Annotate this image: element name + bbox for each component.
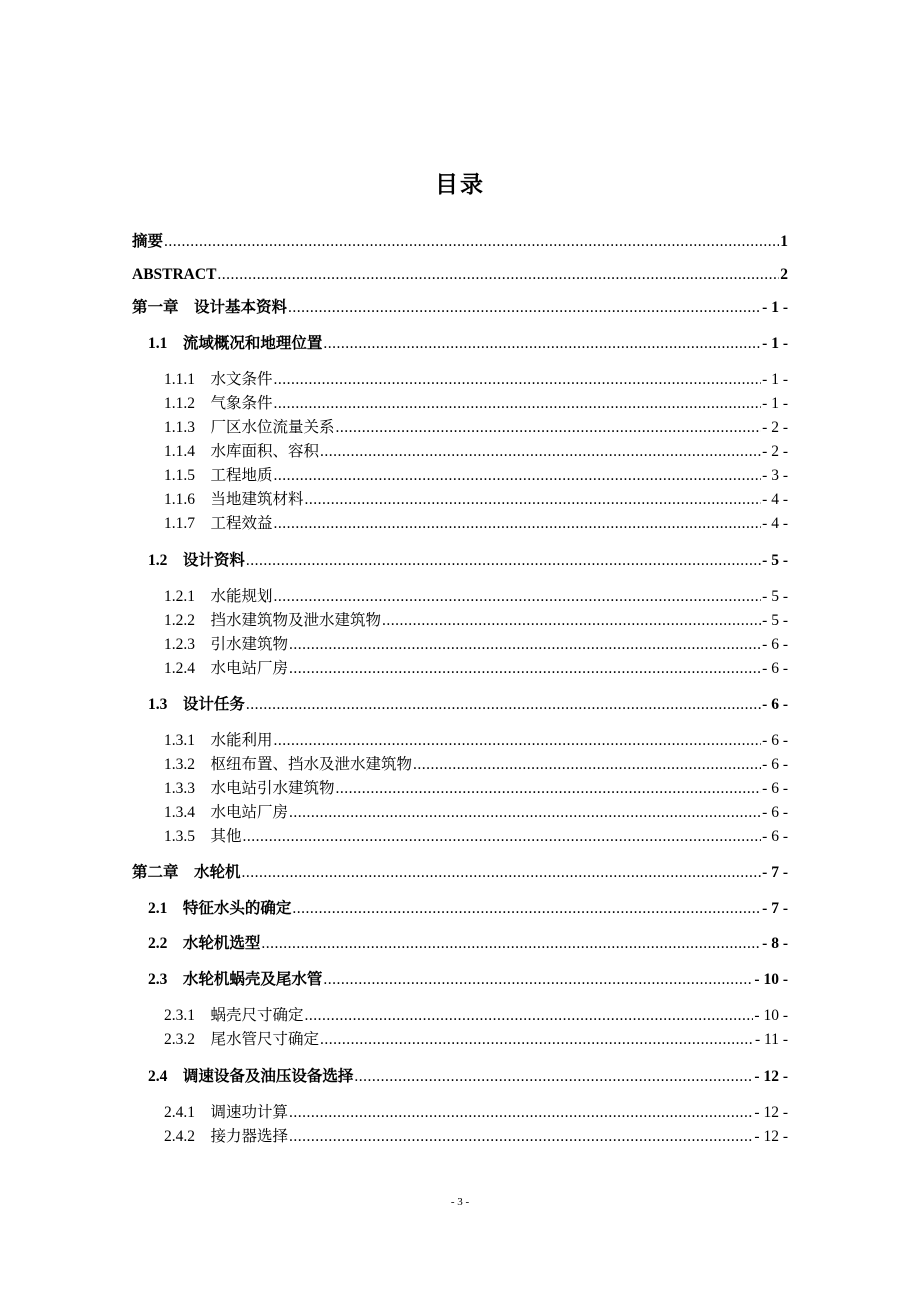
toc-entry-page: - 12 - (754, 1128, 788, 1145)
toc-entry-title: 2.1 特征水头的确定 (148, 900, 292, 917)
toc-entry-title: 1.2 设计资料 (148, 552, 245, 569)
page-number-footer: - 3 - (450, 1196, 470, 1208)
toc-entry[interactable] (164, 827, 788, 847)
toc-entry[interactable] (132, 863, 788, 883)
toc-entry-title: 1.1.7 工程效益 (164, 515, 273, 532)
toc-entry-title: 2.3.1 蜗壳尺寸确定 (164, 1007, 304, 1024)
toc-entry-page: - 6 - (762, 636, 788, 653)
toc-entry-page: - 7 - (762, 864, 788, 881)
toc-entry[interactable] (164, 731, 788, 751)
toc-entry[interactable] (164, 1127, 788, 1147)
toc-entry[interactable] (164, 490, 788, 510)
toc-entry-page: - 10 - (754, 1007, 788, 1024)
dot-leader (289, 803, 761, 823)
toc-entry[interactable] (132, 298, 788, 318)
toc-entry-title: 1.3.1 水能利用 (164, 732, 273, 749)
toc-entry-title: 1.2.4 水电站厂房 (164, 660, 289, 677)
toc-entry[interactable] (148, 1067, 788, 1087)
dot-leader (274, 394, 762, 414)
toc-entry-page: - 7 - (762, 900, 788, 917)
toc-entry[interactable] (132, 232, 788, 252)
dot-leader (242, 863, 762, 883)
toc-entry-page: - 1 - (762, 371, 788, 388)
toc-entry-page: - 6 - (762, 660, 788, 677)
toc-entry-title: 1.1.6 当地建筑材料 (164, 491, 304, 508)
toc-entry-page: - 11 - (755, 1031, 788, 1048)
toc-entry-title: 1.1 流域概况和地理位置 (148, 335, 323, 352)
dot-leader (288, 298, 761, 318)
toc-entry[interactable] (164, 466, 788, 486)
toc-entry[interactable] (164, 442, 788, 462)
toc-entry-title: 2.4.2 接力器选择 (164, 1128, 289, 1145)
dot-leader (243, 827, 762, 847)
toc-entry-title: 1.1.2 气象条件 (164, 395, 273, 412)
toc-entry-title: 2.4 调速设备及油压设备选择 (148, 1068, 354, 1085)
toc-entry-title: 第一章 设计基本资料 (132, 299, 288, 316)
toc-entry[interactable] (164, 1006, 788, 1026)
toc-entry-title: 1.3 设计任务 (148, 696, 245, 713)
dot-leader (292, 899, 761, 919)
dot-leader (336, 779, 762, 799)
toc-entry-page: - 2 - (762, 443, 788, 460)
toc-entry-title: 1.2.2 挡水建筑物及泄水建筑物 (164, 612, 382, 629)
toc-entry-page: - 1 - (762, 395, 788, 412)
toc-entry-page: - 5 - (762, 612, 788, 629)
toc-entry-page: - 6 - (762, 756, 788, 773)
toc-entry[interactable] (148, 934, 788, 954)
toc-entry-page: - 4 - (762, 515, 788, 532)
toc-entry-page: - 10 - (754, 971, 788, 988)
toc-entry-title: 2.3 水轮机蜗壳及尾水管 (148, 971, 323, 988)
toc-entry[interactable] (164, 418, 788, 438)
toc-entry-page: - 12 - (754, 1068, 788, 1085)
toc-entry[interactable] (164, 370, 788, 390)
dot-leader (289, 1127, 753, 1147)
toc-entry-title: 1.3.3 水电站引水建筑物 (164, 780, 335, 797)
toc-entry-page: - 5 - (762, 552, 788, 569)
dot-leader (289, 1103, 753, 1123)
toc-entry[interactable] (164, 1030, 788, 1050)
toc-entry-title: 摘要 (132, 233, 164, 250)
toc-entry[interactable] (164, 1103, 788, 1123)
dot-leader (261, 934, 761, 954)
toc-entry-title: 1.3.5 其他 (164, 828, 242, 845)
toc-entry[interactable] (132, 265, 788, 285)
toc-entry-title: 1.2.3 引水建筑物 (164, 636, 289, 653)
toc-entry-page: - 6 - (762, 804, 788, 821)
toc-entry-title: 1.3.4 水电站厂房 (164, 804, 289, 821)
toc-entry-page: - 2 - (762, 419, 788, 436)
toc-entry[interactable] (148, 695, 788, 715)
dot-leader (274, 370, 762, 390)
toc-entry-title: 2.3.2 尾水管尺寸确定 (164, 1031, 320, 1048)
toc-entry-title: 2.2 水轮机选型 (148, 935, 261, 952)
dot-leader (217, 265, 779, 285)
toc-entry[interactable] (164, 779, 788, 799)
dot-leader (320, 442, 761, 462)
toc-entry-title: 1.3.2 枢纽布置、挡水及泄水建筑物 (164, 756, 413, 773)
dot-leader (274, 731, 762, 751)
toc-entry[interactable] (148, 334, 788, 354)
dot-leader (323, 970, 753, 990)
dot-leader (354, 1067, 753, 1087)
dot-leader (289, 635, 761, 655)
toc-entry[interactable] (164, 755, 788, 775)
toc-entry-page: - 1 - (762, 299, 788, 316)
dot-leader (164, 232, 779, 252)
toc-entry-page: - 5 - (762, 588, 788, 605)
dot-leader (246, 551, 761, 571)
toc-entry-page: 2 (780, 266, 788, 283)
toc-entry[interactable] (164, 611, 788, 631)
dot-leader (323, 334, 761, 354)
toc-entry-page: - 6 - (762, 828, 788, 845)
toc-entry-title: 2.4.1 调速功计算 (164, 1104, 289, 1121)
toc-entry[interactable] (164, 587, 788, 607)
dot-leader (413, 755, 761, 775)
dot-leader (336, 418, 762, 438)
toc-entry[interactable] (164, 659, 788, 679)
toc-entry-page: - 3 - (762, 467, 788, 484)
dot-leader (305, 490, 762, 510)
toc-entry-page: - 12 - (754, 1104, 788, 1121)
dot-leader (382, 611, 761, 631)
toc-entry[interactable] (148, 970, 788, 990)
toc-entry-title: ABSTRACT (132, 266, 217, 283)
toc-entry-page: - 4 - (762, 491, 788, 508)
toc-entry[interactable] (148, 899, 788, 919)
toc-entry-page: - 1 - (762, 335, 788, 352)
dot-leader (289, 659, 761, 679)
toc-entry[interactable] (164, 394, 788, 414)
toc-title: 目录 (435, 172, 485, 198)
toc-entry[interactable] (164, 635, 788, 655)
dot-leader (274, 587, 762, 607)
toc-entry-title: 1.1.3 厂区水位流量关系 (164, 419, 335, 436)
toc-entry[interactable] (164, 514, 788, 534)
dot-leader (274, 514, 762, 534)
toc-entry[interactable] (148, 551, 788, 571)
dot-leader (246, 695, 761, 715)
toc-entry-title: 1.1.4 水库面积、容积 (164, 443, 320, 460)
toc-entry-page: - 6 - (762, 780, 788, 797)
toc-entry-title: 1.1.1 水文条件 (164, 371, 273, 388)
toc-entry-page: 1 (780, 233, 788, 250)
toc-entry-title: 1.1.5 工程地质 (164, 467, 273, 484)
toc-entry-page: - 6 - (762, 732, 788, 749)
toc-entry-page: - 8 - (762, 935, 788, 952)
toc-entry-title: 第二章 水轮机 (132, 864, 241, 881)
dot-leader (305, 1006, 754, 1026)
dot-leader (274, 466, 762, 486)
toc-entry-page: - 6 - (762, 696, 788, 713)
dot-leader (320, 1030, 754, 1050)
toc-entry-title: 1.2.1 水能规划 (164, 588, 273, 605)
toc-entry[interactable] (164, 803, 788, 823)
